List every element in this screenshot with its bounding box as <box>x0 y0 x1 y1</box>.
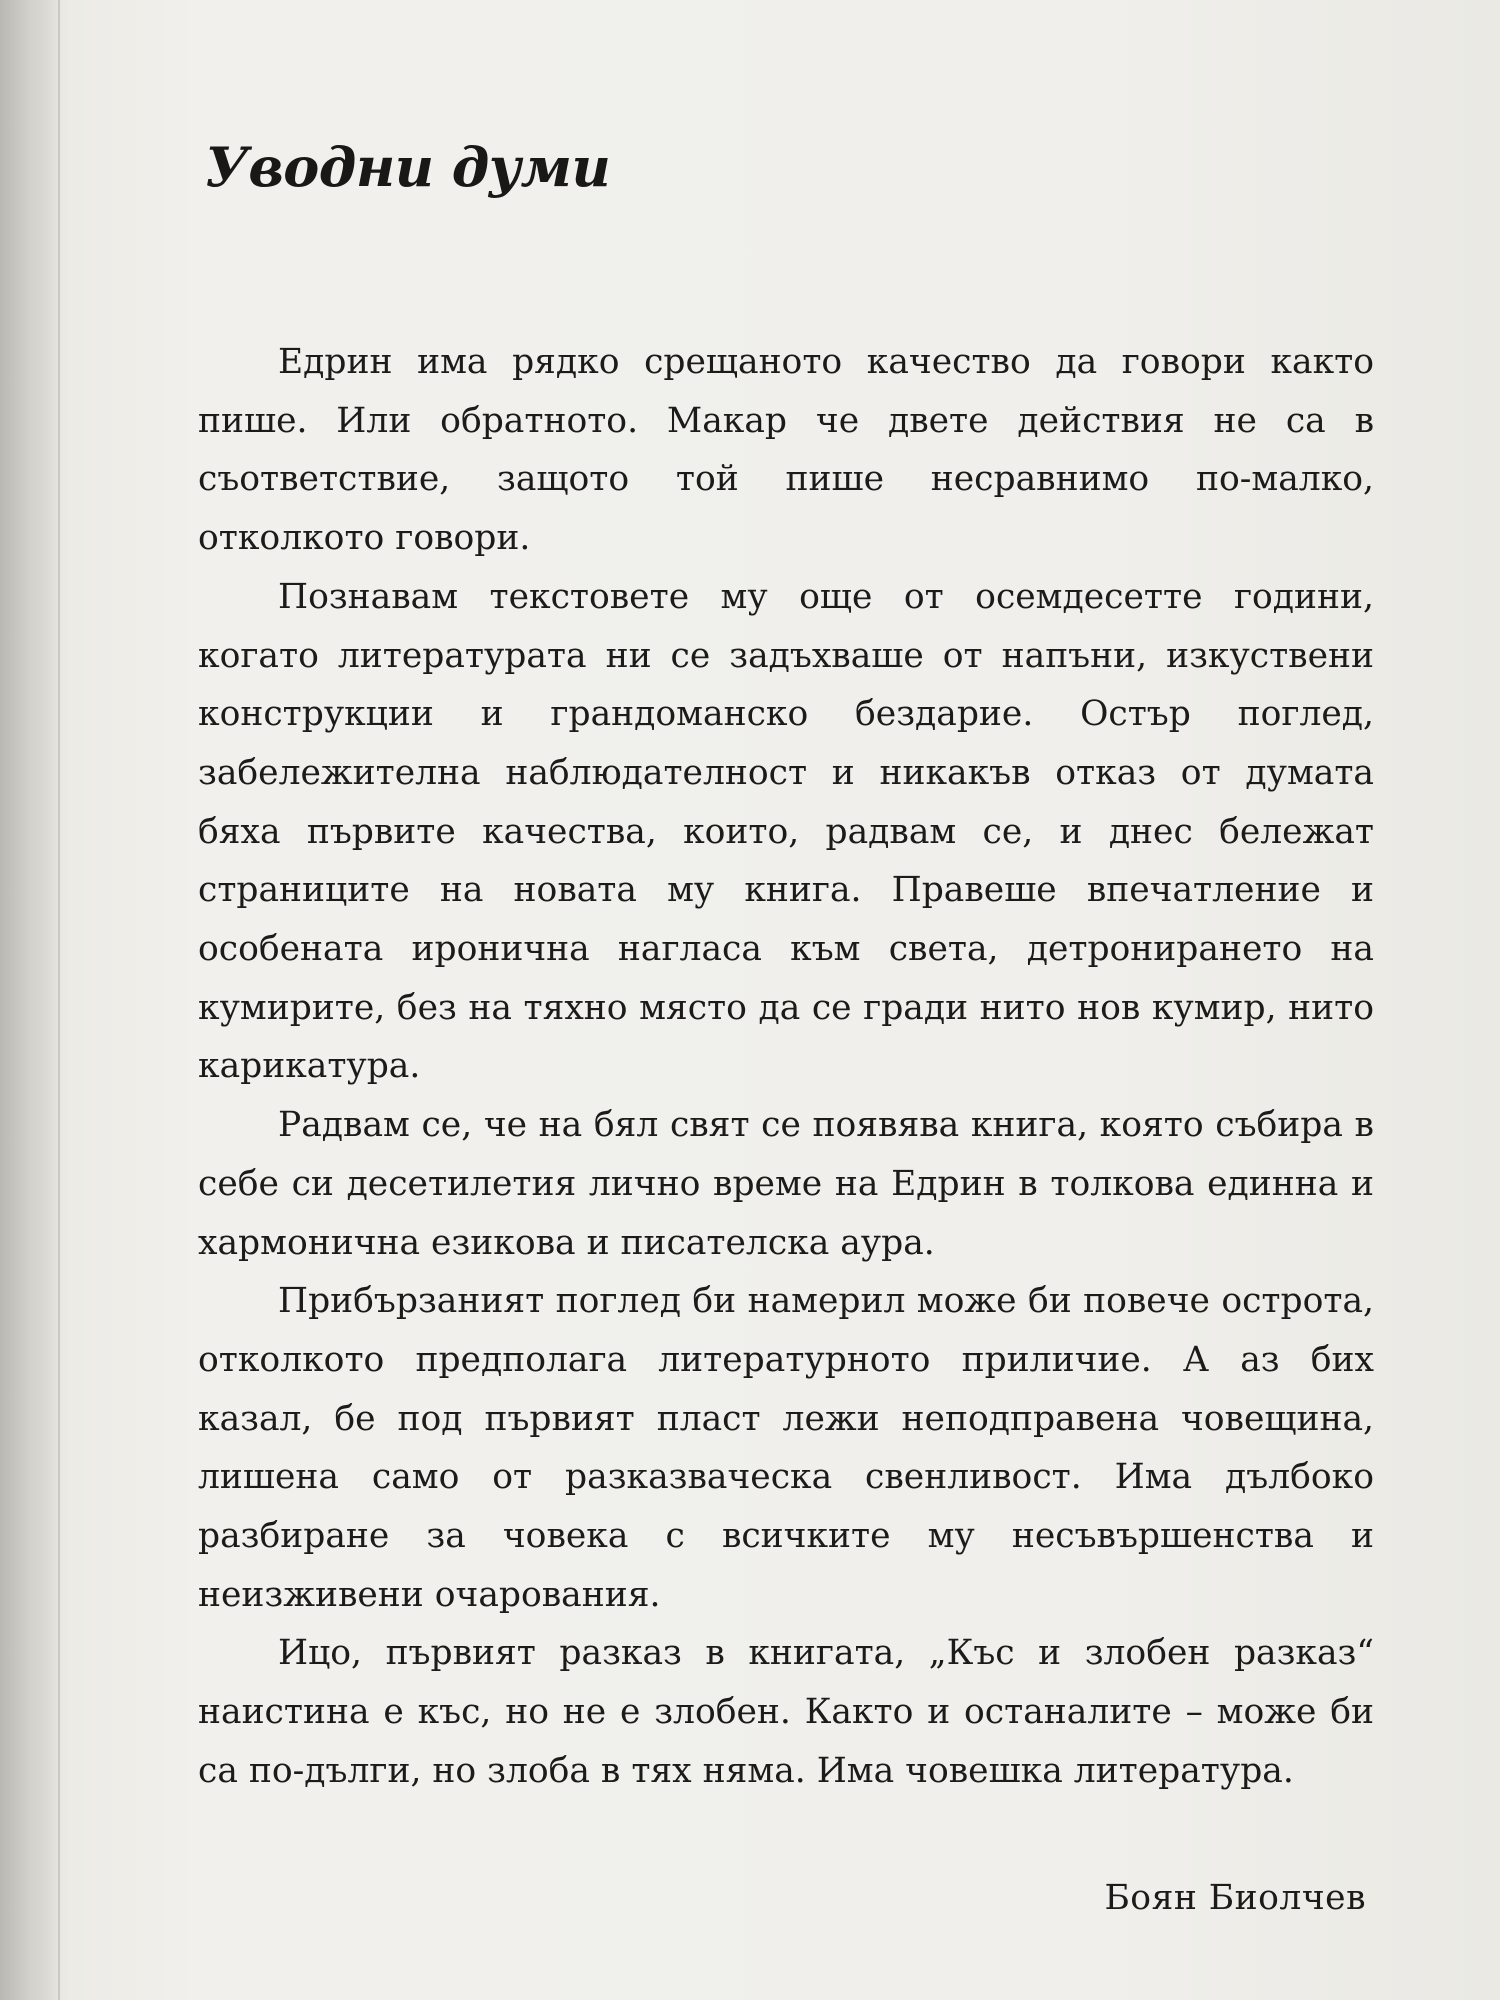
paragraph-2: Познавам текстовете му още от осемдесетте години, когато литературата ни се задъхваше от напъни, изкуствени конструкции и грандоманско бездарие. Остър поглед, забележителна наблюдателност и никакъв отказ от думата бяха първите качества, които, радвам се, и днес бележат страниците на новата му книга. Правеше впечатление и особената иронична нагласа към света, детронирането на кумирите, без на тяхно място да се гради нито нов кумир, нито карикатура. <box>198 576 1374 1087</box>
paragraph-5: Ицо, първият разказ в книгата, „Къс и злобен разказ“ наистина е къс, но не е злобен. Както и останалите – може би са по-дълги, но злоба в тях няма. Има човешка литература. <box>198 1633 1374 1791</box>
body-text <box>198 333 1374 1801</box>
page-fold-line <box>58 0 60 2000</box>
book-page-edge <box>0 0 62 2000</box>
paragraph-1: Едрин има рядко срещаното качество да говори както пише. Или обратното. Макар че двете действия не са в съответствие, защото той пише несравнимо по-малко, отколкото говори. <box>198 342 1374 559</box>
paragraph-3: Радвам се, че на бял свят се появява книга, която събира в себе си десетилетия лично време на Едрин в толкова единна и хармонична езикова и писателска аура. <box>198 1105 1374 1263</box>
chapter-title: Уводни думи <box>205 135 611 199</box>
author-signature: Боян Биолчев <box>1104 1878 1366 1918</box>
paragraph-4: Прибързаният поглед би намерил може би повече острота, отколкото предполага литературното приличие. А аз бих казал, бе под първият пласт лежи неподправена човещина, лишена само от разказваческа свенливост. Има дълбоко разбиране за човека с всичките му несъвършенства и неизживени очарования. <box>198 1281 1374 1615</box>
